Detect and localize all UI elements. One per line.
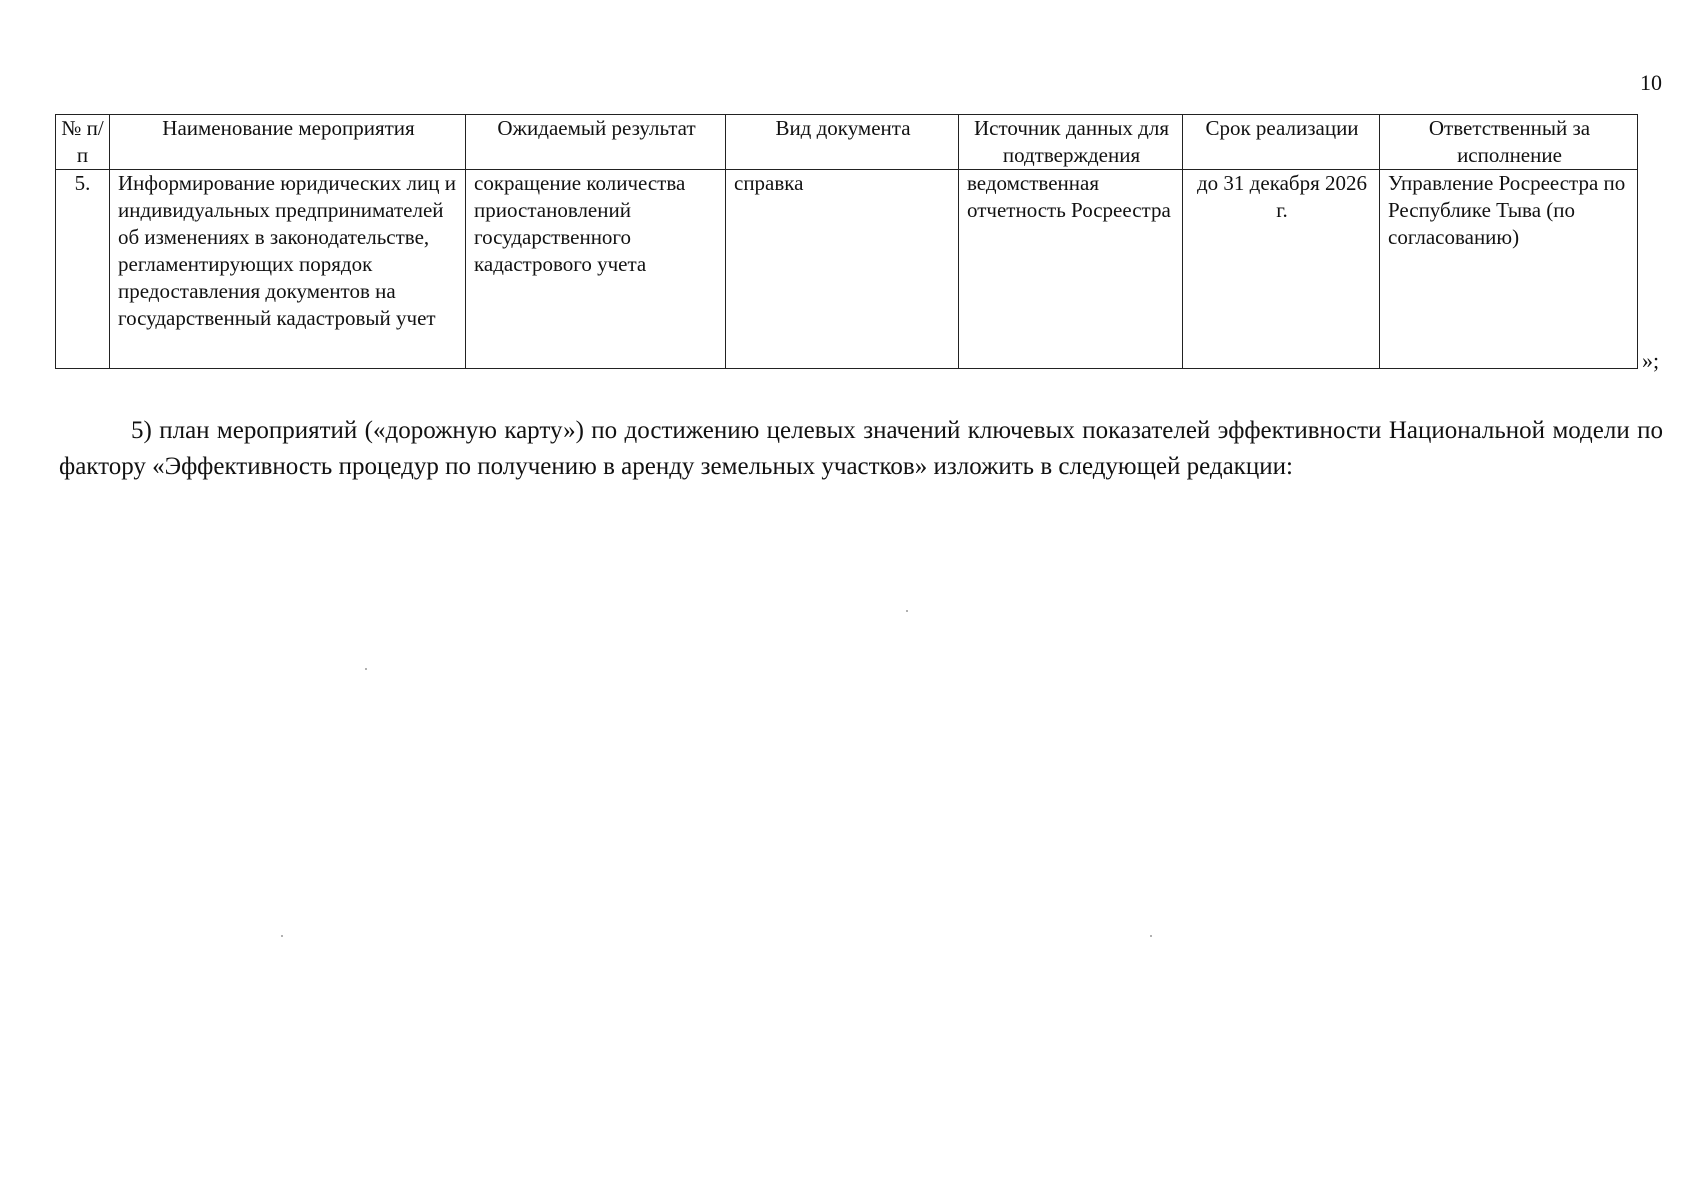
header-source: Источник данных для подтверждения [959, 115, 1183, 170]
header-name: Наименование мероприятия [110, 115, 466, 170]
cell-result: сокращение количества приостановлений государственного кадастрового учета [466, 170, 726, 369]
cell-responsible: Управление Росреестра по Республике Тыва (по согласованию) [1380, 170, 1638, 369]
table-header-row [56, 115, 1638, 170]
header-responsible: Ответственный за исполнение [1380, 115, 1638, 170]
header-doc-type: Вид документа [726, 115, 959, 170]
header-result: Ожидаемый результат [466, 115, 726, 170]
cell-source: ведомственная отчетность Росреестра [959, 170, 1183, 369]
scan-speck [1150, 935, 1152, 937]
page-number: 10 [1640, 70, 1662, 95]
cell-doc-type: справка [726, 170, 959, 369]
scan-speck [906, 610, 908, 612]
cell-name: Информирование юридических лиц и индивидуальных предпринимателей об изменениях в законодательстве, регламентирующих порядок предоставления документов на государственный кадастровый учет [110, 170, 466, 369]
plan-table [55, 114, 1638, 369]
table-row [56, 170, 1638, 369]
header-deadline: Срок реализации [1183, 115, 1380, 170]
header-num: № п/п [56, 115, 110, 170]
cell-num: 5. [56, 170, 110, 369]
scan-speck [281, 935, 283, 937]
closing-quote-mark: »; [1642, 348, 1660, 373]
scan-speck [365, 668, 367, 670]
cell-deadline: до 31 декабря 2026 г. [1183, 170, 1380, 369]
body-paragraph: 5) план мероприятий («дорожную карту») по достижению целевых значений ключевых показателей эффективности Национальной модели по фактору «Эффективность процедур по получению в аренду земельных участков» изложить в следующей редакции: [59, 417, 1663, 480]
